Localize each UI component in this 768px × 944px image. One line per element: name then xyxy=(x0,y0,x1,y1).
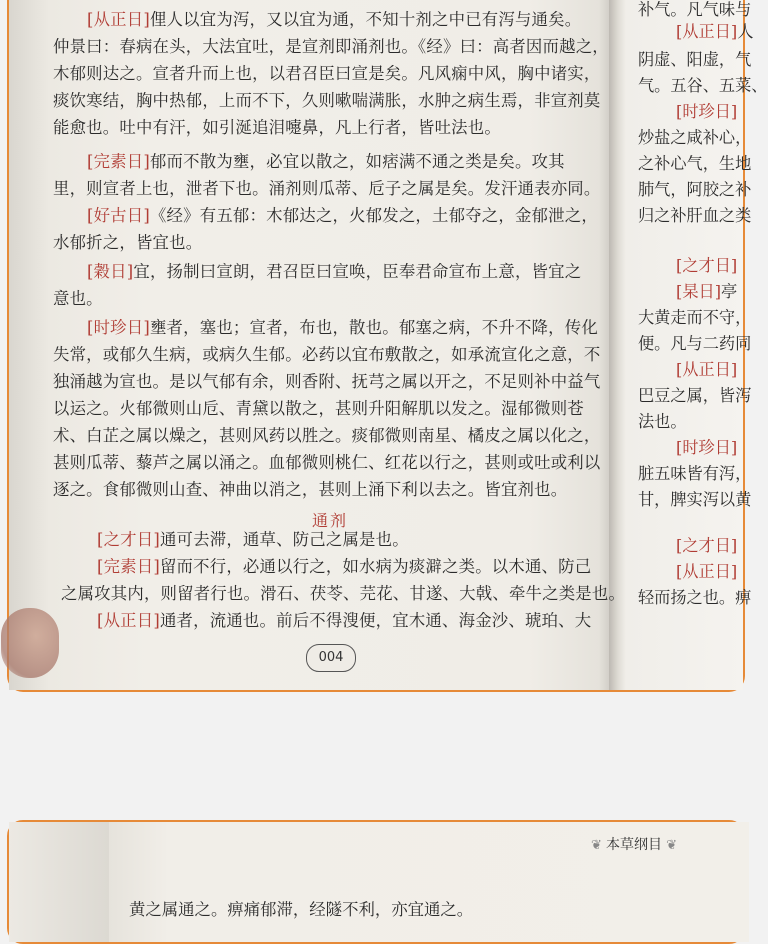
right-page-line xyxy=(638,490,751,510)
right-page-line xyxy=(676,256,737,276)
text-line xyxy=(53,233,202,253)
book-photo-top xyxy=(7,0,768,692)
running-header xyxy=(591,834,677,854)
line-text: 木郁则达之。宣者升而上也，以君召臣曰宣是矣。凡风痫中风，胸中诸实， xyxy=(53,64,601,83)
right-page-line xyxy=(638,128,751,148)
text-line xyxy=(87,318,598,338)
line-text: 失常，或郁久生病，或病久生郁。必药以宜布敷散之，如承流宣化之意，不 xyxy=(53,345,601,364)
text-line xyxy=(53,289,103,309)
right-page-line xyxy=(638,412,687,432)
line-text: 归之补肝血之类 xyxy=(638,206,752,225)
text-line xyxy=(53,91,601,111)
right-page-line xyxy=(638,50,751,70)
right-page-line xyxy=(638,308,751,328)
text-line xyxy=(97,611,591,631)
right-page-line xyxy=(676,22,753,42)
line-text: 补气。凡气味与 xyxy=(638,0,752,19)
right-page-line xyxy=(638,180,751,200)
line-text: 俚人以宜为泻，又以宜为通，不知十剂之中已有泻与通矣。 xyxy=(149,10,582,29)
line-text: 里，则宣者上也，泄者下也。涌剂则瓜蒂、卮子之属是矣。发汗通表亦同。 xyxy=(53,179,601,198)
text-line xyxy=(53,426,601,446)
right-page-line xyxy=(676,102,737,122)
citation-tag: [完素日] xyxy=(87,152,150,171)
right-page-line xyxy=(638,76,768,96)
line-text: 通可去滞，通草、防己之属是也。 xyxy=(159,530,409,549)
text-line xyxy=(87,10,581,30)
citation-tag: [从正日] xyxy=(97,611,160,630)
line-text: 通者，流通也。前后不得溲便，宜木通、海金沙、琥珀、大 xyxy=(159,611,592,630)
right-page-line xyxy=(676,438,737,458)
header-title: 本草纲目 xyxy=(606,837,663,853)
text-line xyxy=(53,453,601,473)
page-number: 004 xyxy=(306,644,356,672)
citation-tag: [之才日] xyxy=(676,256,738,275)
line-text: 脏五味皆有泻， xyxy=(638,464,752,483)
line-text: 甘，脾实泻以黄 xyxy=(638,490,752,509)
citation-tag: [从正日] xyxy=(87,10,150,29)
text-line xyxy=(53,345,601,365)
text-line xyxy=(53,64,601,84)
right-page-line xyxy=(638,206,751,226)
line-text: 之补心气，生地 xyxy=(638,154,752,173)
right-page-line xyxy=(638,464,751,484)
line-text: 《经》有五郁：木郁达之，火郁发之，土郁夺之，金郁泄之， xyxy=(149,206,598,225)
right-page-line xyxy=(676,536,737,556)
line-text: 独涌越为宣也。是以气郁有余，则香附、抚芎之属以开之，不足则补中益气 xyxy=(53,372,601,391)
thumb-image xyxy=(1,608,59,678)
page2-left-edge xyxy=(9,822,109,942)
right-page-line xyxy=(638,588,751,608)
line-text: 术、白芷之属以燥之，甚则风药以胜之。痰郁微则南星、橘皮之属以化之， xyxy=(53,426,601,445)
book-photo-bottom xyxy=(7,820,745,944)
line-text: 能愈也。吐中有汗，如引涎追泪嚏鼻，凡上行者，皆吐法也。 xyxy=(53,118,501,137)
text-line xyxy=(53,37,609,57)
text-line xyxy=(97,557,591,577)
text-line xyxy=(61,584,625,604)
citation-tag: [好古日] xyxy=(87,206,150,225)
right-page-line xyxy=(676,282,737,302)
line-text: 痰饮寒结，胸中热郁，上而不下，久则嗽喘满胀，水肿之病生焉，非宣剂莫 xyxy=(53,91,601,110)
citation-tag: [时珍日] xyxy=(676,438,738,457)
line-text: 巴豆之属，皆泻 xyxy=(638,386,752,405)
text-line xyxy=(87,262,581,282)
line-text: 壅者，塞也；宣者，布也，散也。郁塞之病，不升不降，传化 xyxy=(149,318,598,337)
line-text: 甚则瓜蒂、藜芦之属以涌之。血郁微则桃仁、红花以行之，甚则或吐或利以 xyxy=(53,453,601,472)
right-page-line xyxy=(638,386,751,406)
right-page-line xyxy=(638,154,751,174)
text-line xyxy=(97,530,409,550)
page2-text-line: 黄之属通之。痹痛郁滞，经隧不利，亦宜通之。 xyxy=(129,900,474,919)
line-text: 逐之。食郁微则山查、神曲以消之，甚则上涌下利以去之。皆宜剂也。 xyxy=(53,480,568,499)
text-line xyxy=(53,399,584,419)
line-text: 法也。 xyxy=(638,412,687,431)
right-page-line xyxy=(676,562,737,582)
line-text: 以运之。火郁微则山卮、青黛以散之，甚则升阳解肌以发之。湿郁微则苍 xyxy=(53,399,584,418)
line-text: 宜，扬制曰宣朗，君召臣曰宣唤，臣奉君命宣布上意，皆宜之 xyxy=(133,262,582,281)
line-text: 留而不行，必通以行之，如水病为痰澼之类。以木通、防己 xyxy=(159,557,592,576)
ornament-right-icon: ❦ xyxy=(662,838,678,853)
line-text: 人 xyxy=(737,22,754,41)
line-text: 之属攻其内，则留者行也。滑石、茯苓、芫花、甘遂、大戟、牵牛之类是也。 xyxy=(61,584,626,603)
citation-tag: [杲日] xyxy=(676,282,722,301)
line-text: 仲景曰：春病在头，大法宜吐，是宣剂即涌剂也。《经》曰：高者因而越之， xyxy=(53,37,609,56)
line-text: 肺气，阿胶之补 xyxy=(638,180,752,199)
citation-tag: [穀日] xyxy=(87,262,134,281)
text-line xyxy=(53,118,501,138)
right-page-line xyxy=(676,360,737,380)
line-text: 炒盐之咸补心， xyxy=(638,128,752,147)
text-line xyxy=(87,206,598,226)
line-text: 意也。 xyxy=(53,289,103,308)
line-text: 便。凡与二药同 xyxy=(638,334,752,353)
citation-tag: [从正日] xyxy=(676,562,738,581)
citation-tag: [之才日] xyxy=(97,530,160,549)
line-text: 轻而扬之也。痹 xyxy=(638,588,752,607)
text-line xyxy=(87,152,565,172)
line-text: 水郁折之，皆宜也。 xyxy=(53,233,203,252)
right-page-line xyxy=(638,0,751,20)
line-text: 气。五谷、五菜、 xyxy=(638,76,768,95)
line-text: 阴虚、阳虚，气 xyxy=(638,50,752,69)
line-text: 大黄走而不守， xyxy=(638,308,752,327)
text-line xyxy=(53,179,601,199)
citation-tag: [时珍日] xyxy=(676,102,738,121)
citation-tag: [之才日] xyxy=(676,536,738,555)
citation-tag: [时珍日] xyxy=(87,318,150,337)
section-title: 通剂 xyxy=(312,511,349,530)
right-page-line xyxy=(638,334,751,354)
citation-tag: [完素日] xyxy=(97,557,160,576)
citation-tag: [从正日] xyxy=(676,360,738,379)
text-line xyxy=(53,480,567,500)
line-text: 郁而不散为壅，必宜以散之，如痞满不通之类是矣。攻其 xyxy=(149,152,565,171)
text-line xyxy=(53,372,601,392)
citation-tag: [从正日] xyxy=(676,22,738,41)
ornament-left-icon: ❦ xyxy=(591,838,607,853)
line-text: 亭 xyxy=(721,282,738,301)
